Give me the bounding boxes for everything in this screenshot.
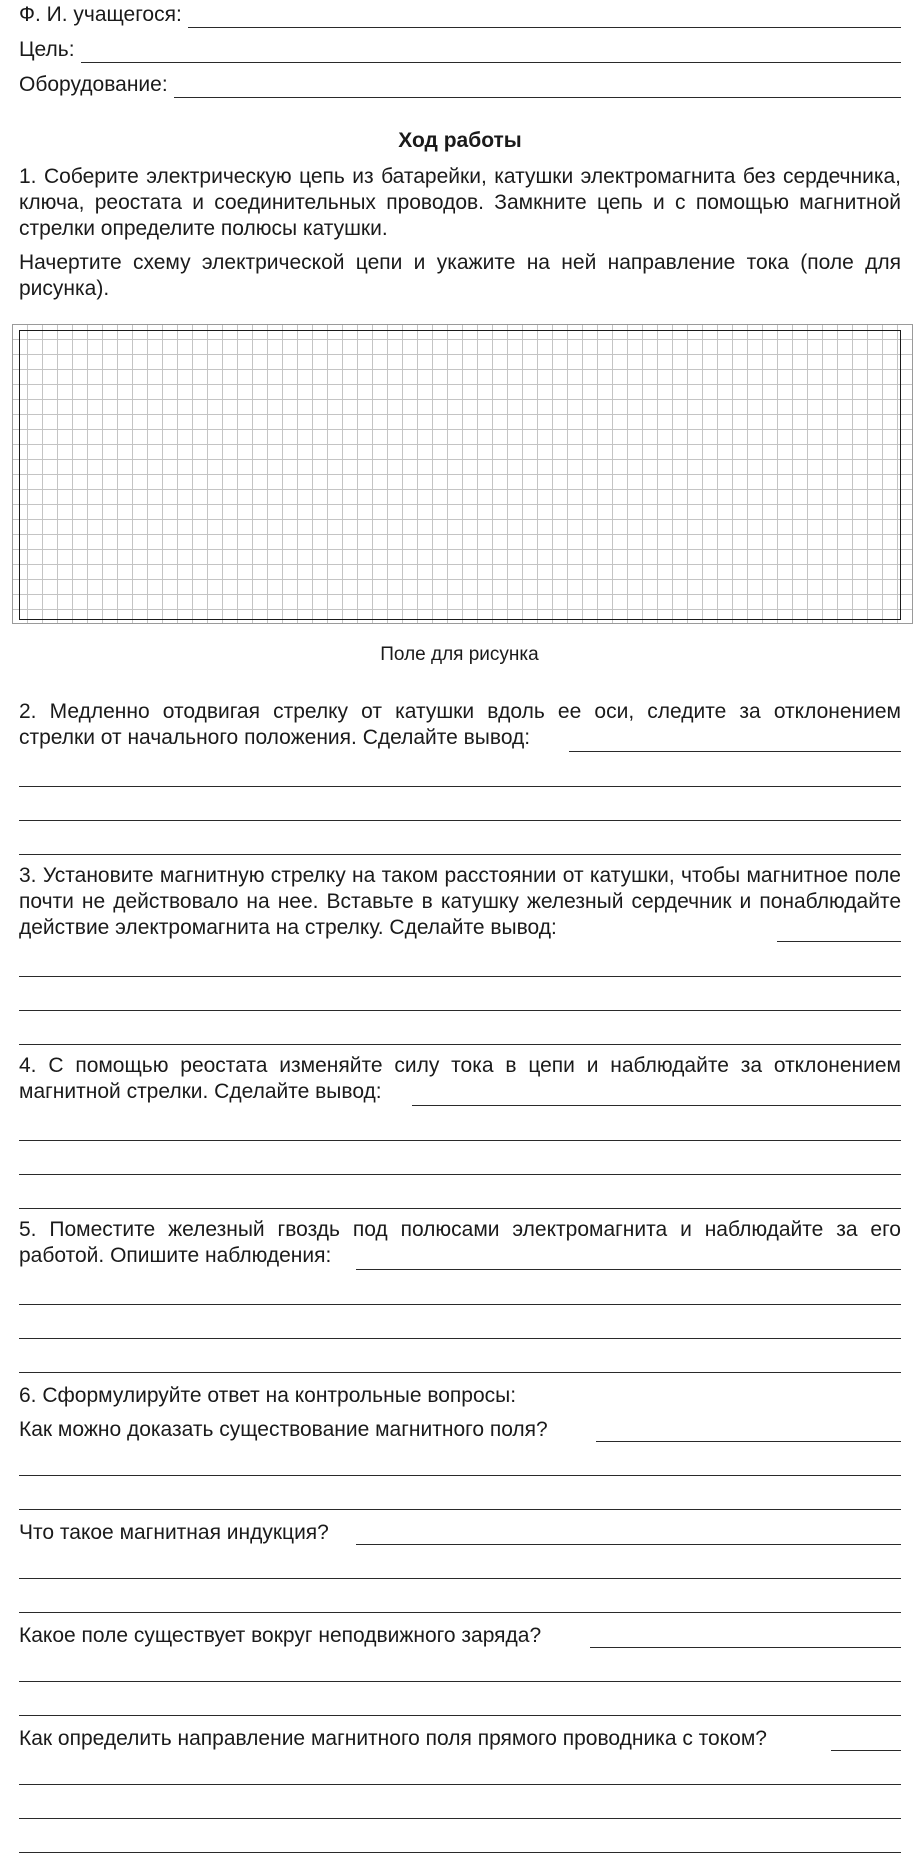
procedure-title: Ход работы [398,129,522,152]
step-5-tail-line[interactable] [356,1269,901,1270]
question-1-answer-line-1[interactable] [19,1475,901,1476]
question-1-tail-line[interactable] [596,1441,901,1442]
step-4-text: 4. С помощью реостата изменяйте силу тока в цепи и наблюдайте за отклонением магнитной стрелки. Сделайте вывод: [19,1054,901,1103]
step-1-instruction: Начертите схему электрической цепи и укажите на ней направление тока (поле для рисунка). [19,251,901,300]
student-name-label: Ф. И. учащегося: [19,3,182,26]
goal-line[interactable] [81,42,901,63]
step-2-answer-line-1[interactable] [19,786,901,787]
student-name-field [19,2,901,28]
question-2: Что такое магнитная индукция? [19,1521,329,1544]
question-1-answer-line-2[interactable] [19,1509,901,1510]
step-5-answer-line-2[interactable] [19,1338,901,1339]
step-2-answer-line-3[interactable] [19,854,901,855]
equipment-line[interactable] [174,77,901,98]
step-2-block [19,699,901,751]
goal-field [19,37,901,63]
drawing-frame [19,330,901,620]
step-4-answer-line-3[interactable] [19,1208,901,1209]
step-3-answer-line-1[interactable] [19,976,901,977]
step-6-text: 6. Сформулируйте ответ на контрольные вопросы: [19,1384,517,1407]
drawing-caption: Поле для рисунка [380,644,539,665]
question-2-answer-line-1[interactable] [19,1578,901,1579]
question-2-tail-line[interactable] [356,1544,901,1545]
question-4-answer-line-3[interactable] [19,1852,901,1853]
goal-label: Цель: [19,38,75,61]
step-5-answer-line-1[interactable] [19,1304,901,1305]
step-3-answer-line-3[interactable] [19,1044,901,1045]
step-3-tail-line[interactable] [777,941,901,942]
step-2-text: 2. Медленно отодвигая стрелку от катушки вдоль ее оси, следите за отклонением стрелки от начального положения. Сделайте вывод: [19,700,901,749]
step-3-block [19,863,901,941]
step-4-answer-line-2[interactable] [19,1174,901,1175]
question-3-answer-line-2[interactable] [19,1715,901,1716]
question-3-tail-line[interactable] [590,1647,901,1648]
step-5-text: 5. Поместите железный гвоздь под полюсами электромагнита и наблюдайте за его работой. Опишите наблюдения: [19,1218,901,1267]
step-4-tail-line[interactable] [412,1105,901,1106]
equipment-field [19,72,901,98]
question-2-answer-line-2[interactable] [19,1612,901,1613]
step-5-block [19,1217,901,1269]
step-4-block [19,1053,901,1105]
equipment-label: Оборудование: [19,73,168,96]
step-1-text: 1. Соберите электрическую цепь из батарейки, катушки электромагнита без сердечника, ключа, реостата и соединительных проводов. Замкните цепь и с помощью магнитной стрелки определите полюсы катушки. [19,165,901,240]
step-5-answer-line-3[interactable] [19,1372,901,1373]
step-3-text: 3. Установите магнитную стрелку на таком расстоянии от катушки, чтобы магнитное поле почти не действовало на нее. Вставьте в катушку железный сердечник и понаблюдайте действие электромагнита на стрелку. Сделайте вывод: [19,864,901,939]
question-3-answer-line-1[interactable] [19,1681,901,1682]
question-4-tail-line[interactable] [831,1750,901,1751]
step-4-answer-line-1[interactable] [19,1140,901,1141]
question-1: Как можно доказать существование магнитного поля? [19,1418,548,1441]
step-2-tail-line[interactable] [569,751,901,752]
question-4: Как определить направление магнитного поля прямого проводника с током? [19,1727,767,1750]
step-3-answer-line-2[interactable] [19,1010,901,1011]
question-3: Какое поле существует вокруг неподвижного заряда? [19,1624,542,1647]
student-name-line[interactable] [188,7,901,28]
question-4-answer-line-1[interactable] [19,1784,901,1785]
step-2-answer-line-2[interactable] [19,820,901,821]
question-4-answer-line-2[interactable] [19,1818,901,1819]
